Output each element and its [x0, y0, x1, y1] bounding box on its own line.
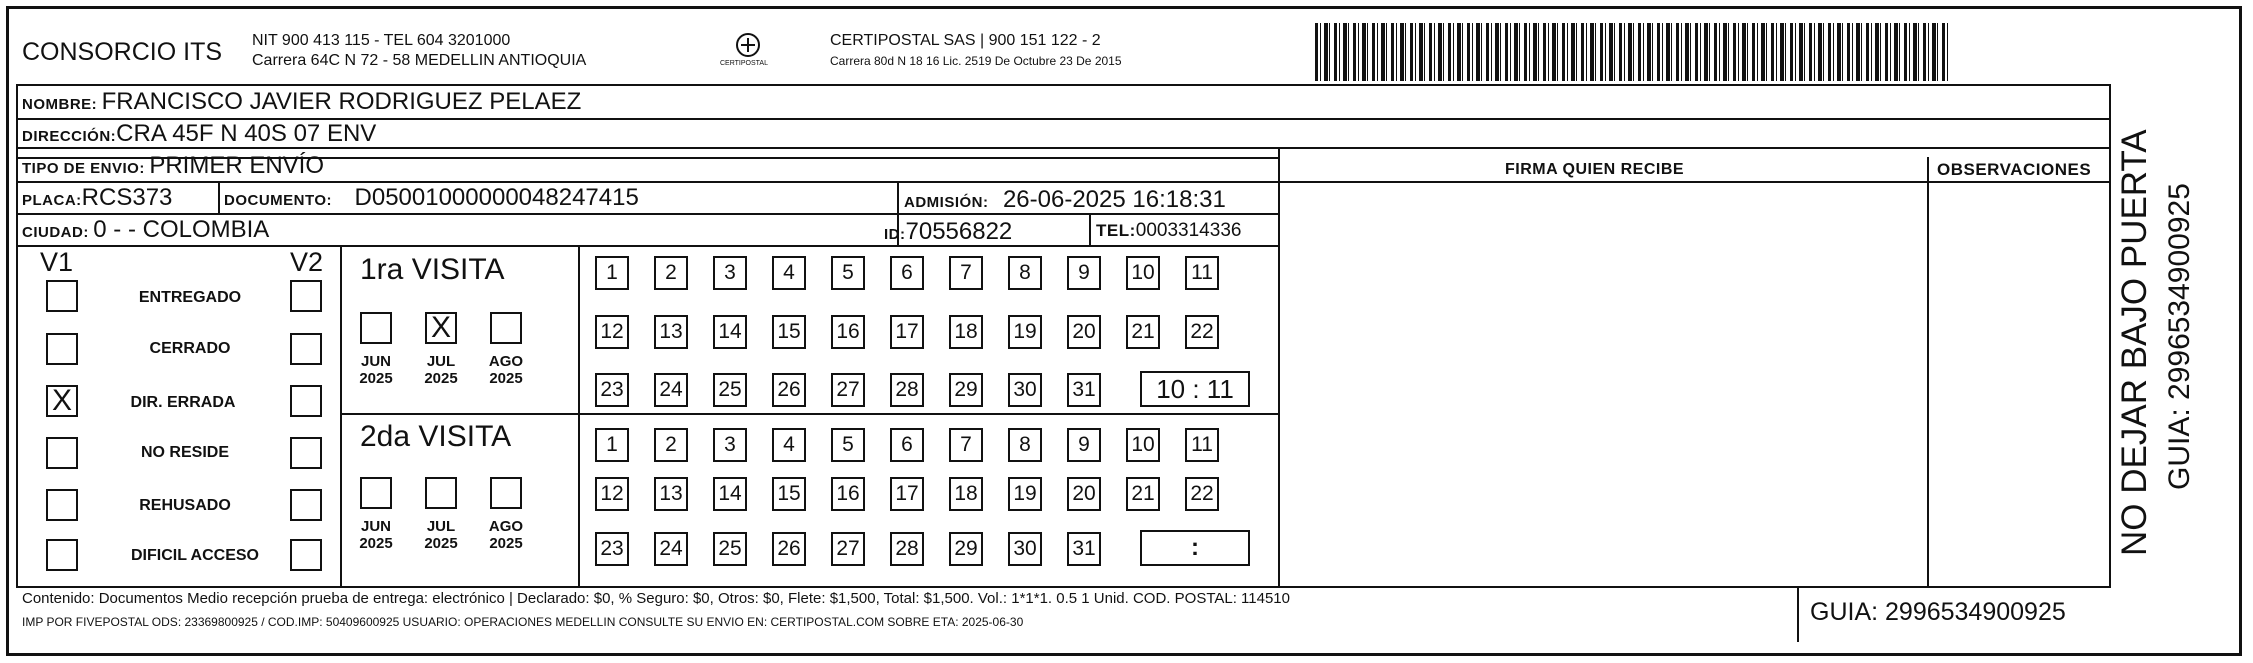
first-visit-jun-checkbox[interactable]	[360, 312, 392, 344]
first-visit-day-29[interactable]: 29	[949, 373, 983, 407]
address-line: Carrera 64C N 72 - 58 MEDELLIN ANTIOQUIA	[252, 52, 587, 69]
first-visit-day-15[interactable]: 15	[772, 315, 806, 349]
footer-contents-line: Contenido: Documentos Medio recepción prueba de entrega: electrónico | Declarado: $0, % Seguro: $0, Otros: $0, Flete: $1,500, Total: $1,500. Vol.: 1*1*1. 0.5 1 Unid. COD. POSTAL: 114510	[22, 590, 1290, 607]
first-visit-day-22[interactable]: 22	[1185, 315, 1219, 349]
option-label: CERRADO	[149, 340, 231, 357]
logo-caption: CERTIPOSTAL	[720, 60, 768, 67]
second-visit-day-5[interactable]: 5	[831, 428, 865, 462]
v2-dificil-acceso-checkbox[interactable]	[290, 539, 322, 571]
first-visit-ago-checkbox[interactable]	[490, 312, 522, 344]
company-name: CONSORCIO ITS	[22, 38, 223, 66]
first-visit-day-9[interactable]: 9	[1067, 256, 1101, 290]
month-label: JUN 2025	[359, 518, 393, 552]
placa-value: RCS373	[81, 184, 173, 211]
first-visit-day-4[interactable]: 4	[772, 256, 806, 290]
second-visit-day-16[interactable]: 16	[831, 477, 865, 511]
option-label: ENTREGADO	[138, 289, 242, 306]
firma-header: FIRMA QUIEN RECIBE	[1505, 161, 1685, 178]
first-visit-day-20[interactable]: 20	[1067, 315, 1101, 349]
second-visit-day-9[interactable]: 9	[1067, 428, 1101, 462]
tel-label: TEL:	[1096, 221, 1136, 240]
v2-entregado-checkbox[interactable]	[290, 280, 322, 312]
month-label: JUN 2025	[359, 353, 393, 387]
direccion-value: CRA 45F N 40S 07 ENV	[116, 120, 377, 147]
documento-label: DOCUMENTO:	[224, 192, 333, 209]
option-label: DIFICIL ACCESO	[130, 547, 259, 564]
second-visit-day-15[interactable]: 15	[772, 477, 806, 511]
first-visit-day-17[interactable]: 17	[890, 315, 924, 349]
month-label: JUL 2025	[424, 353, 458, 387]
footer-guia: GUIA: 2996534900925	[1810, 598, 2066, 626]
second-visit-day-29[interactable]: 29	[949, 532, 983, 566]
option-label: NO RESIDE	[140, 444, 229, 461]
nit-line: NIT 900 413 115 - TEL 604 3201000	[252, 32, 511, 49]
side-warning: NO DEJAR BAJO PUERTA	[2115, 129, 2154, 556]
v2-cerrado-checkbox[interactable]	[290, 333, 322, 365]
second-visit-day-3[interactable]: 3	[713, 428, 747, 462]
second-visit-ago-checkbox[interactable]	[490, 477, 522, 509]
second-visit-day-18[interactable]: 18	[949, 477, 983, 511]
ciudad-label: CIUDAD:	[22, 224, 89, 241]
tipo-envio-value: PRIMER ENVÍO	[149, 152, 325, 179]
option-label: DIR. ERRADA	[130, 394, 236, 411]
first-visit-time-field[interactable]	[1140, 371, 1250, 407]
second-visit-day-24[interactable]: 24	[654, 532, 688, 566]
certipostal-line2: Carrera 80d N 18 16 Lic. 2519 De Octubre 23 De 2015	[830, 54, 1122, 68]
second-visit-day-6[interactable]: 6	[890, 428, 924, 462]
v1-entregado-checkbox[interactable]	[46, 280, 78, 312]
admision-label: ADMISIÓN:	[904, 194, 989, 211]
second-visit-day-30[interactable]: 30	[1008, 532, 1042, 566]
first-visit-jul-checkbox[interactable]	[425, 312, 457, 344]
first-visit-day-26[interactable]: 26	[772, 373, 806, 407]
second-visit-day-4[interactable]: 4	[772, 428, 806, 462]
second-visit-day-22[interactable]: 22	[1185, 477, 1219, 511]
month-label: AGO 2025	[488, 518, 524, 552]
first-visit-day-19[interactable]: 19	[1008, 315, 1042, 349]
second-visit-day-19[interactable]: 19	[1008, 477, 1042, 511]
v2-no-reside-checkbox[interactable]	[290, 437, 322, 469]
second-visit-day-14[interactable]: 14	[713, 477, 747, 511]
check-mark: X	[430, 311, 451, 344]
second-visit-day-21[interactable]: 21	[1126, 477, 1160, 511]
first-visit-day-1[interactable]: 1	[595, 256, 629, 290]
v1-dir-errada-checkbox[interactable]	[46, 385, 78, 417]
second-visit-day-20[interactable]: 20	[1067, 477, 1101, 511]
first-visit-day-10[interactable]: 10	[1126, 256, 1160, 290]
first-visit-day-5[interactable]: 5	[831, 256, 865, 290]
first-visit-day-21[interactable]: 21	[1126, 315, 1160, 349]
second-visit-day-26[interactable]: 26	[772, 532, 806, 566]
first-visit-day-31[interactable]: 31	[1067, 373, 1101, 407]
option-label: REHUSADO	[139, 497, 231, 514]
second-visit-day-27[interactable]: 27	[831, 532, 865, 566]
v2-rehusado-checkbox[interactable]	[290, 489, 322, 521]
second-visit-day-17[interactable]: 17	[890, 477, 924, 511]
tipo-envio-label: TIPO DE ENVIO:	[22, 160, 145, 177]
first-visit-day-6[interactable]: 6	[890, 256, 924, 290]
side-guia: GUIA: 2996534900925	[2163, 183, 2196, 490]
second-visit-day-10[interactable]: 10	[1126, 428, 1160, 462]
first-visit-day-13[interactable]: 13	[654, 315, 688, 349]
placa-label: PLACA:	[22, 192, 82, 209]
ciudad-value: 0 - - COLOMBIA	[93, 216, 270, 243]
second-visit-day-2[interactable]: 2	[654, 428, 688, 462]
second-visit-title: 2da VISITA	[360, 420, 512, 453]
footer-print-line: IMP POR FIVEPOSTAL ODS: 23369800925 / COD.IMP: 50409600925 USUARIO: OPERACIONES MEDELLIN CONSULTE SU ENVIO EN: CERTIPOSTAL.COM SOBRE ETA: 2025-06-30	[22, 615, 1024, 629]
id-value: 70556822	[905, 218, 1013, 245]
first-visit-day-28[interactable]: 28	[890, 373, 924, 407]
divider	[16, 84, 2111, 86]
second-visit-day-11[interactable]: 11	[1185, 428, 1219, 462]
barcode	[1315, 23, 1949, 81]
first-visit-day-8[interactable]: 8	[1008, 256, 1042, 290]
nombre-label: NOMBRE:	[22, 96, 98, 113]
second-visit-day-13[interactable]: 13	[654, 477, 688, 511]
v1-no-reside-checkbox[interactable]	[46, 437, 78, 469]
tel-value: 0003314336	[1135, 220, 1242, 241]
v2-header: V2	[290, 247, 324, 277]
second-visit-day-31[interactable]: 31	[1067, 532, 1101, 566]
check-mark: X	[51, 384, 72, 417]
direccion-label: DIRECCIÓN:	[22, 128, 117, 145]
nombre-value: FRANCISCO JAVIER RODRIGUEZ PELAEZ	[101, 88, 582, 115]
first-visit-day-2[interactable]: 2	[654, 256, 688, 290]
v2-dir-errada-checkbox[interactable]	[290, 385, 322, 417]
id-label: ID:	[884, 226, 906, 243]
first-visit-day-23[interactable]: 23	[595, 373, 629, 407]
second-visit-jun-checkbox[interactable]	[360, 477, 392, 509]
certipostal-line1: CERTIPOSTAL SAS | 900 151 122 - 2	[830, 32, 1101, 49]
first-visit-day-7[interactable]: 7	[949, 256, 983, 290]
second-visit-day-12[interactable]: 12	[595, 477, 629, 511]
v1-dificil-acceso-checkbox[interactable]	[46, 539, 78, 571]
first-visit-day-3[interactable]: 3	[713, 256, 747, 290]
second-visit-day-25[interactable]: 25	[713, 532, 747, 566]
first-visit-day-14[interactable]: 14	[713, 315, 747, 349]
v1-header: V1	[40, 247, 74, 277]
month-label: JUL 2025	[424, 518, 458, 552]
first-visit-day-24[interactable]: 24	[654, 373, 688, 407]
second-visit-day-8[interactable]: 8	[1008, 428, 1042, 462]
month-label: AGO 2025	[488, 353, 524, 387]
first-visit-day-25[interactable]: 25	[713, 373, 747, 407]
second-visit-day-7[interactable]: 7	[949, 428, 983, 462]
first-visit-title: 1ra VISITA	[360, 253, 505, 286]
first-visit-time: 10 : 11	[1156, 373, 1234, 404]
first-visit-day-27[interactable]: 27	[831, 373, 865, 407]
first-visit-day-18[interactable]: 18	[949, 315, 983, 349]
second-visit-time: :	[1191, 534, 1199, 561]
first-visit-day-11[interactable]: 11	[1185, 256, 1219, 290]
second-visit-day-28[interactable]: 28	[890, 532, 924, 566]
second-visit-time-field[interactable]	[1140, 530, 1250, 566]
certipostal-logo-icon	[725, 30, 771, 76]
documento-value: D05001000000048247415	[354, 184, 639, 211]
first-visit-day-16[interactable]: 16	[831, 315, 865, 349]
first-visit-day-12[interactable]: 12	[595, 315, 629, 349]
first-visit-day-30[interactable]: 30	[1008, 373, 1042, 407]
second-visit-jul-checkbox[interactable]	[425, 477, 457, 509]
second-visit-day-1[interactable]: 1	[595, 428, 629, 462]
admision-value: 26-06-2025 16:18:31	[1002, 186, 1226, 213]
observaciones-header: OBSERVACIONES	[1937, 160, 2092, 179]
v1-rehusado-checkbox[interactable]	[46, 489, 78, 521]
v1-cerrado-checkbox[interactable]	[46, 333, 78, 365]
second-visit-day-23[interactable]: 23	[595, 532, 629, 566]
